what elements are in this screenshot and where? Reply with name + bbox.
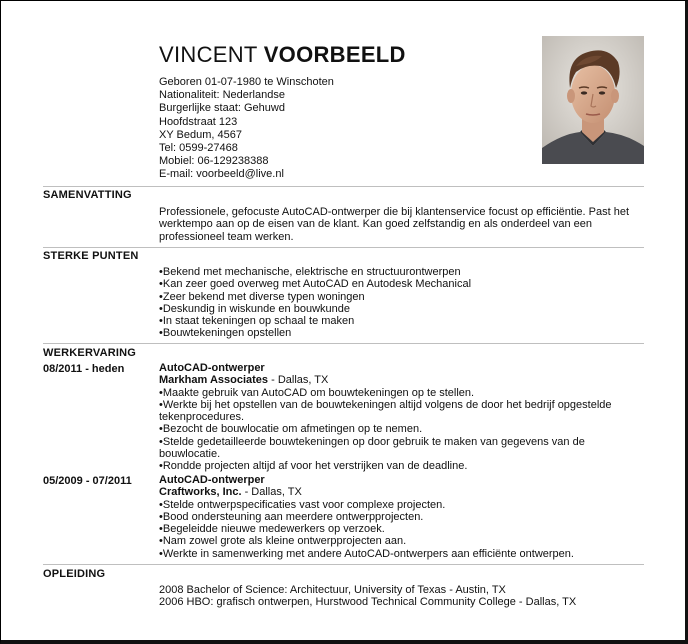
- list-item: • Rondde projecten altijd af voor het verstrijken van de deadline.: [159, 460, 647, 472]
- list-item: • Bouwtekeningen opstellen: [159, 327, 647, 339]
- job-title: AutoCAD-ontwerper: [159, 474, 265, 486]
- list-item: • Bood ondersteuning aan meerdere ontwerpprojecten.: [159, 511, 647, 523]
- section-heading-experience: WERKERVARING: [43, 347, 137, 359]
- company-name: Markham Associates: [159, 374, 269, 387]
- contact-city: XY Bedum, 4567: [159, 128, 242, 141]
- list-item: 2006 HBO: grafisch ontwerpen, Hurstwood Technical Community College - Dallas, TX: [159, 596, 577, 609]
- list-item: • Werkte in samenwerking met andere AutoCAD-ontwerpers aan efficiënte ontwerpen.: [159, 548, 647, 560]
- contact-marital-status: Burgerlijke staat: Gehuwd: [159, 102, 285, 115]
- company-name: Craftworks, Inc.: [159, 486, 242, 499]
- job-title: AutoCAD-ontwerper: [159, 362, 265, 374]
- divider: [43, 564, 644, 565]
- candidate-name: [159, 42, 406, 68]
- contact-email: E-mail: voorbeeld@live.nl: [159, 168, 284, 181]
- list-item: • Bekend met mechanische, elektrische en structuurontwerpen: [159, 266, 647, 278]
- job-company: [159, 374, 647, 386]
- divider: [43, 343, 644, 344]
- contact-birth: Geboren 01-07-1980 te Winschoten: [159, 76, 334, 88]
- list-item: • Stelde gedetailleerde bouwtekeningen op door gebruik te maken van gegevens van de bouwlocatie.: [159, 436, 647, 461]
- section-heading-strengths: STERKE PUNTEN: [43, 250, 139, 262]
- list-item: • Stelde ontwerpspecificaties vast voor complexe projecten.: [159, 499, 647, 511]
- section-heading-education: OPLEIDING: [43, 568, 106, 580]
- last-name: VOORBEELD: [263, 42, 406, 67]
- summary-text: Professionele, gefocuste AutoCAD-ontwerper die bij klantenservice focust op efficiëntie. Past het werktempo aan op de eisen van de klant. Kan goed zelfstandig en als onderdeel van een professioneel team werken.: [159, 206, 630, 243]
- list-item: • Zeer bekend met diverse typen woningen: [159, 291, 647, 303]
- company-location: - Dallas, TX: [241, 486, 302, 499]
- divider: [43, 247, 644, 248]
- strengths-list: [159, 266, 647, 340]
- company-location: - Dallas, TX: [268, 374, 329, 387]
- contact-nationality: Nationaliteit: Nederlandse: [159, 89, 285, 102]
- job-entry: [159, 362, 647, 473]
- job-dates: 08/2011 - heden: [43, 363, 125, 375]
- contact-phone: Tel: 0599-27468: [159, 142, 238, 155]
- list-item: • Nam zowel grote als kleine ontwerpprojecten aan.: [159, 535, 647, 547]
- list-item: • Bezocht de bouwlocatie om afmetingen op te nemen.: [159, 423, 647, 435]
- list-item: • Kan zeer goed overweg met AutoCAD en Autodesk Mechanical: [159, 278, 647, 290]
- contact-street: Hoofdstraat 123: [159, 115, 238, 128]
- job-dates: 05/2009 - 07/2011: [43, 475, 132, 487]
- list-item: • Maakte gebruik van AutoCAD om bouwtekeningen op te stellen.: [159, 387, 647, 399]
- contact-info: [159, 76, 334, 182]
- education-list: [159, 584, 647, 609]
- list-item: 2008 Bachelor of Science: Architectuur, University of Texas - Austin, TX: [159, 584, 506, 596]
- list-item: • Deskundig in wiskunde en bouwkunde: [159, 303, 647, 315]
- list-item: • In staat tekeningen op schaal te maken: [159, 315, 647, 327]
- section-heading-summary: SAMENVATTING: [43, 189, 132, 201]
- list-item: • Werkte bij het opstellen van de bouwtekeningen altijd volgens de door het bedrijf opgestelde tekenprocedures.: [159, 399, 647, 424]
- job-company: [159, 486, 647, 498]
- divider: [43, 186, 644, 187]
- job-entry: [159, 474, 647, 560]
- contact-mobile: Mobiel: 06-129238388: [159, 155, 269, 168]
- list-item: • Begeleidde nieuwe medewerkers op verzoek.: [159, 523, 647, 535]
- first-name: VINCENT: [159, 42, 258, 67]
- profile-photo: [542, 36, 644, 164]
